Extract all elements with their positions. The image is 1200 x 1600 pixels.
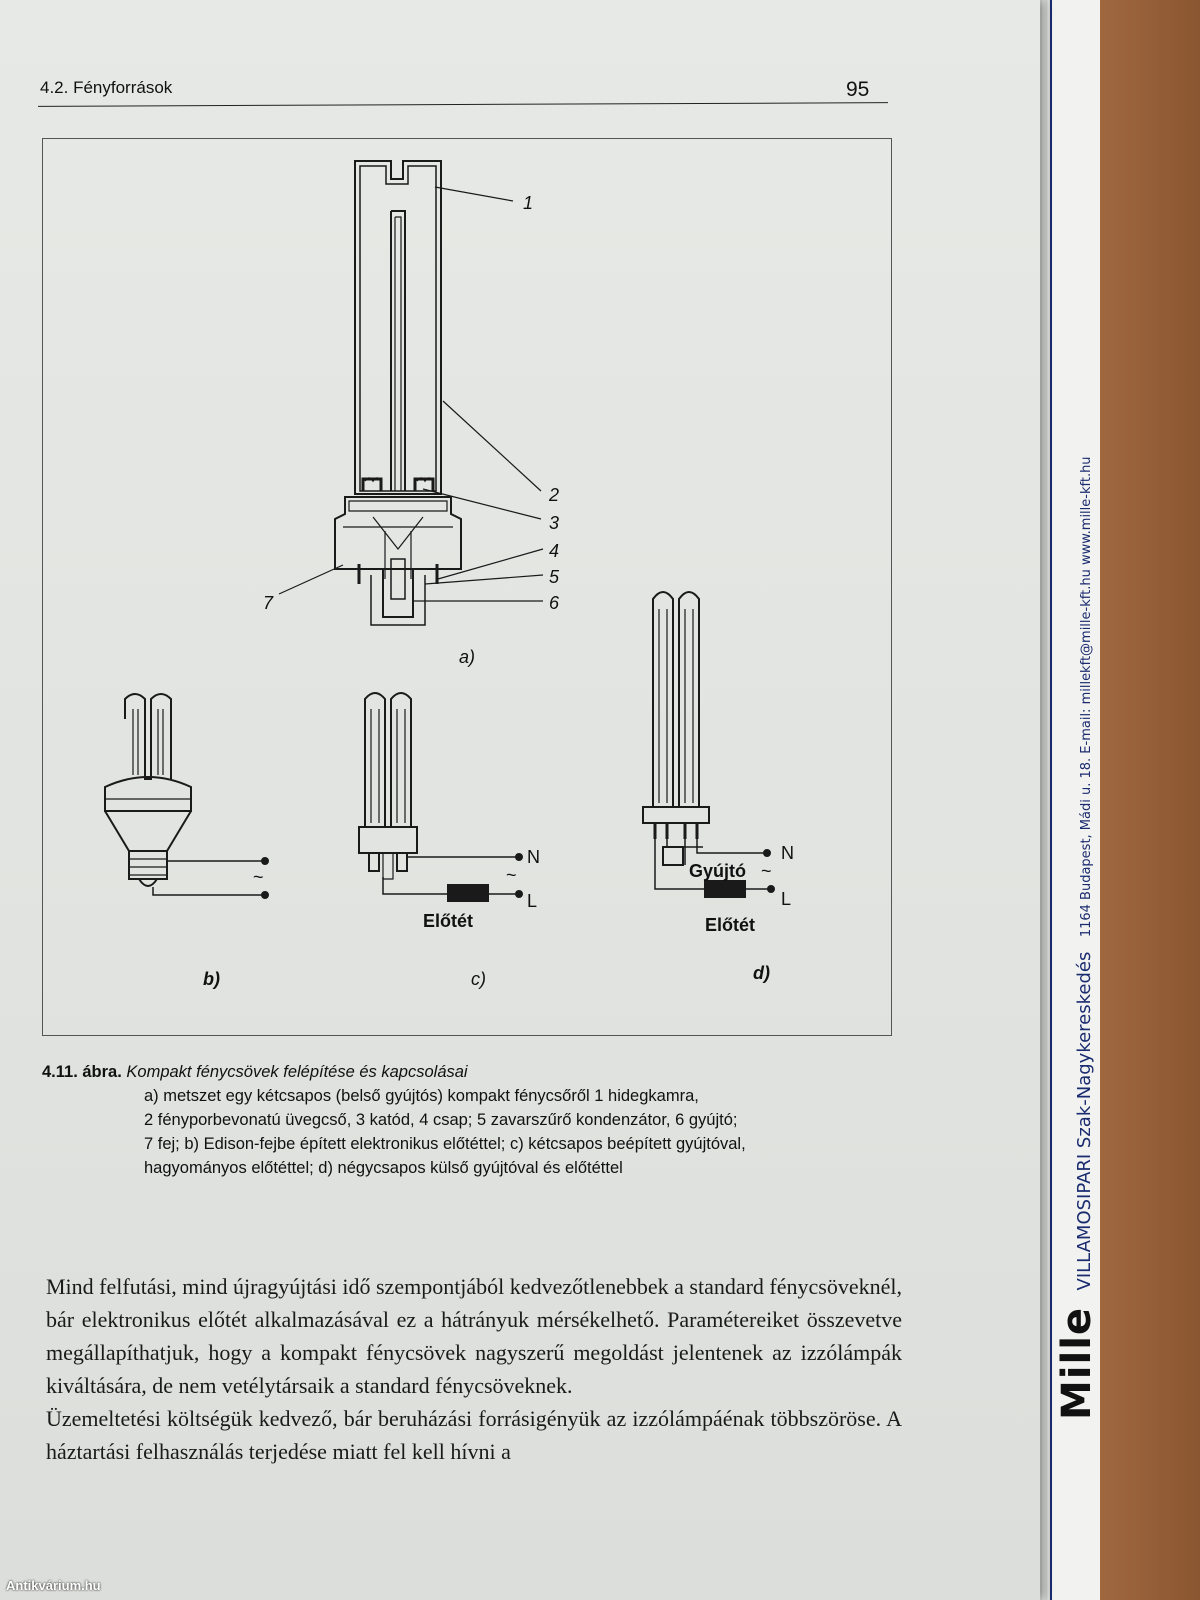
caption-body bbox=[144, 1084, 862, 1180]
lamp-d bbox=[643, 592, 774, 897]
cover-company: VILLAMOSIPARI Szak-Nagykereskedés bbox=[1074, 951, 1095, 1291]
label-5: 5 bbox=[549, 567, 560, 587]
lamp-c bbox=[359, 693, 522, 901]
caption-title: 4.11. ábra. bbox=[42, 1063, 122, 1081]
paragraph: Mind felfutási, mind újragyújtási idő szempontjából kedvezőtlenebbek a standard fénycsöveknél, bár elektronikus előtét alkalmazásával ez a hátrányuk mérsékelhető. Paramétereiket összevetve megállapíthatjuk, hogy a kompakt fénycsövek nagyszerű megoldást jelentenek az izzólámpák kiváltására, de nem vetélytársaik a standard fénycsöveknek. bbox=[46, 1274, 902, 1398]
label-3: 3 bbox=[549, 513, 560, 533]
label-d-L: L bbox=[781, 889, 792, 909]
lamp-b bbox=[105, 694, 268, 898]
label-1: 1 bbox=[523, 193, 534, 213]
label-7: 7 bbox=[263, 593, 274, 613]
caption-line: 2 fényporbevonatú üvegcső, 3 katód, 4 csap; 5 zavarszűrő kondenzátor, 6 gyújtó; bbox=[144, 1111, 738, 1129]
label-c-N: N bbox=[527, 847, 540, 867]
cover-text bbox=[1054, 456, 1100, 1420]
label-b-tilde: ~ bbox=[253, 867, 264, 887]
caption-subtitle: Kompakt fénycsövek felépítése és kapcsolásai bbox=[126, 1063, 468, 1081]
label-c-tilde: ~ bbox=[506, 865, 517, 885]
caption-line: 7 fej; b) Edison-fejbe épített elektronikus előtéttel; c) kétcsapos beépített gyújtóval, bbox=[144, 1135, 746, 1153]
cover-brand: Mille bbox=[1054, 1306, 1100, 1420]
label-c-ballast: Előtét bbox=[423, 911, 474, 931]
label-part-c: c) bbox=[471, 969, 486, 989]
caption-line: a) metszet egy kétcsapos (belső gyújtós) kompakt fénycsőről 1 hidegkamra, bbox=[144, 1087, 699, 1105]
watermark: Antikvárium.hu bbox=[6, 1578, 101, 1593]
label-2: 2 bbox=[549, 485, 560, 505]
page-number: 95 bbox=[846, 78, 870, 101]
running-header: 4.2. Fényforrások bbox=[40, 78, 173, 97]
label-part-b: b) bbox=[203, 969, 220, 989]
label-d-tilde: ~ bbox=[761, 861, 772, 881]
lamp-a-section bbox=[279, 161, 543, 625]
label-part-a: a) bbox=[459, 647, 476, 667]
book-cover bbox=[1050, 0, 1100, 1600]
figure-caption bbox=[42, 1060, 862, 1180]
body-text bbox=[46, 1270, 902, 1468]
cover-contact: 1164 Budapest, Mádi u. 18. E-mail: millekft@mille-kft.hu www.mille-kft.hu bbox=[1079, 456, 1094, 938]
figure-frame bbox=[42, 138, 892, 1036]
lamp-diagram bbox=[43, 139, 891, 1035]
caption-line: hagyományos előtéttel; d) négycsapos külső gyújtóval és előtéttel bbox=[144, 1159, 623, 1177]
label-c-L: L bbox=[527, 891, 538, 911]
label-d-ballast: Előtét bbox=[705, 915, 756, 935]
label-6: 6 bbox=[549, 593, 560, 613]
header-rule bbox=[38, 102, 888, 107]
label-4: 4 bbox=[549, 541, 560, 561]
label-part-d: d) bbox=[753, 963, 770, 983]
label-d-N: N bbox=[781, 843, 794, 863]
paragraph: Üzemeltetési költségük kedvező, bár beruházási forrásigényük az izzólámpáénak többszöröse. A háztartási felhasználás terjedése miatt fel kell hívni a bbox=[46, 1406, 902, 1464]
label-d-starter: Gyújtó bbox=[689, 861, 746, 881]
